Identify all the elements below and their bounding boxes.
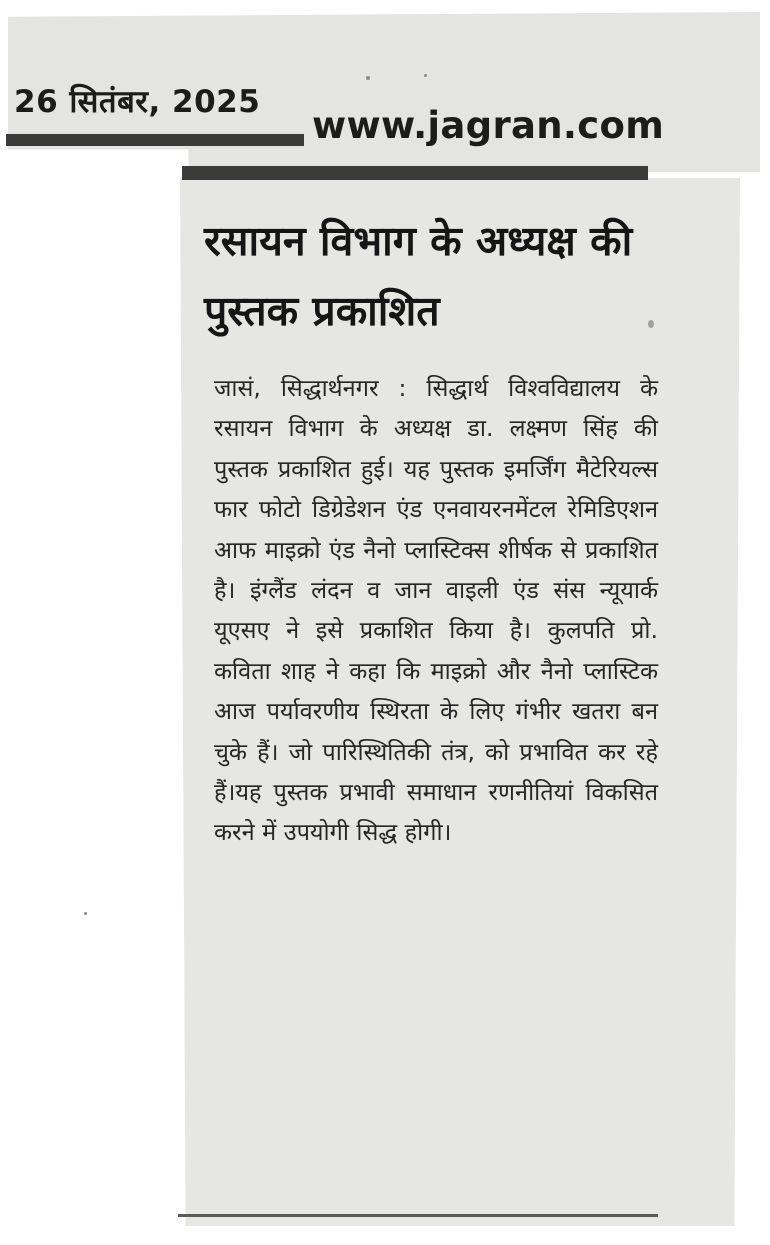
publication-date: 26 सितंबर, 2025	[14, 84, 261, 120]
paper-speck	[84, 912, 87, 915]
article-headline: रसायन विभाग के अध्यक्ष की पुस्तक प्रकाशित	[204, 217, 633, 335]
website-underline	[182, 166, 648, 180]
article-bottom-rule	[178, 1214, 658, 1217]
paper-speck	[424, 74, 427, 77]
paper-speck	[648, 320, 654, 328]
paper-speck	[366, 76, 370, 80]
website-url: www.jagran.com	[312, 104, 665, 147]
article-body: जासं, सिद्धार्थनगर : सिद्धार्थ विश्वविद्यालय के रसायन विभाग के अध्यक्ष डा. लक्ष्मण सिंह की पुस्तक प्रकाशित हुई। यह पुस्तक इमर्जिंग मैटेरियल्स फार फोटो डिग्रेडेशन एंड एनवायरनमेंटल रेमिडिएशन आफ माइक्रो एंड नैनो प्लास्टिक्स शीर्षक से प्रकाशित है। इंग्लैंड लंदन व जान वाइली एंड संस न्यूयार्क यूएसए ने इसे प्रकाशित किया है। कुलपति प्रो. कविता शाह ने कहा कि माइक्रो और नैनो प्लास्टिक आज पर्यावरणीय स्थिरता के लिए गंभीर खतरा बन चुके हैं। जो पारिस्थितिकी तंत्र, को प्रभावित कर रहे हैं।यह पुस्तक प्रभावी समाधान रणनीतियां विकसित करने में उपयोगी सिद्ध होगी।	[214, 374, 658, 847]
date-underline	[6, 134, 304, 146]
